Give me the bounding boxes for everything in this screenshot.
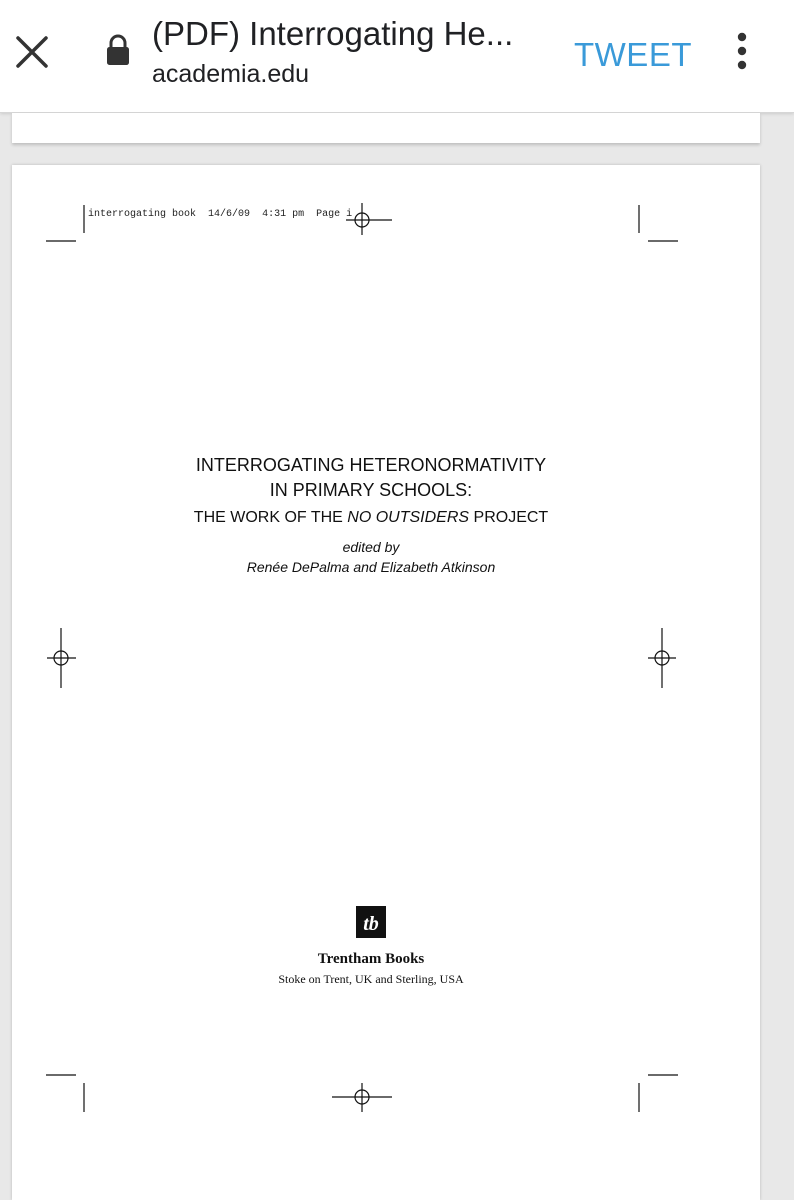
close-button[interactable] xyxy=(12,30,52,70)
more-options-button[interactable] xyxy=(728,30,756,72)
pdf-page[interactable] xyxy=(12,165,760,1200)
slug-page: Page i xyxy=(316,209,353,220)
page-info[interactable] xyxy=(152,14,552,90)
browser-toolbar xyxy=(0,0,794,113)
tweet-button[interactable]: TWEET xyxy=(574,36,692,73)
book-title-line-2: IN PRIMARY SCHOOLS: xyxy=(269,480,473,500)
book-title-line-1: INTERROGATING HETERONORMATIVITY xyxy=(195,455,547,475)
publisher-name: Trentham Books xyxy=(317,951,425,967)
publisher-logo-text: tb xyxy=(363,913,379,935)
subtitle-italic: NO OUTSIDERS xyxy=(347,509,470,526)
book-subtitle xyxy=(12,505,730,531)
scrollbar[interactable] xyxy=(784,113,794,1200)
slug-time: 4:31 pm xyxy=(262,209,305,220)
lock-icon xyxy=(104,33,132,67)
publisher-block xyxy=(12,906,730,987)
subtitle-prefix: THE WORK OF THE xyxy=(193,509,348,526)
crop-marks xyxy=(12,165,760,1200)
edited-by-label: edited by xyxy=(342,539,400,555)
page-url: academia.edu xyxy=(152,60,310,88)
slug-filename: interrogating book xyxy=(88,209,197,220)
slug-date: 14/6/09 xyxy=(208,209,251,220)
close-icon xyxy=(12,30,52,70)
publisher-place: Stoke on Trent, UK and Sterling, USA xyxy=(278,972,464,986)
publisher-logo xyxy=(356,906,386,938)
previous-page-edge xyxy=(12,113,760,143)
subtitle-suffix: PROJECT xyxy=(469,509,549,526)
editors-names: Renée DePalma and Elizabeth Atkinson xyxy=(246,559,496,575)
book-title-block xyxy=(12,453,730,577)
more-vert-icon xyxy=(728,30,756,72)
page-title: (PDF) Interrogating He... xyxy=(152,15,514,52)
